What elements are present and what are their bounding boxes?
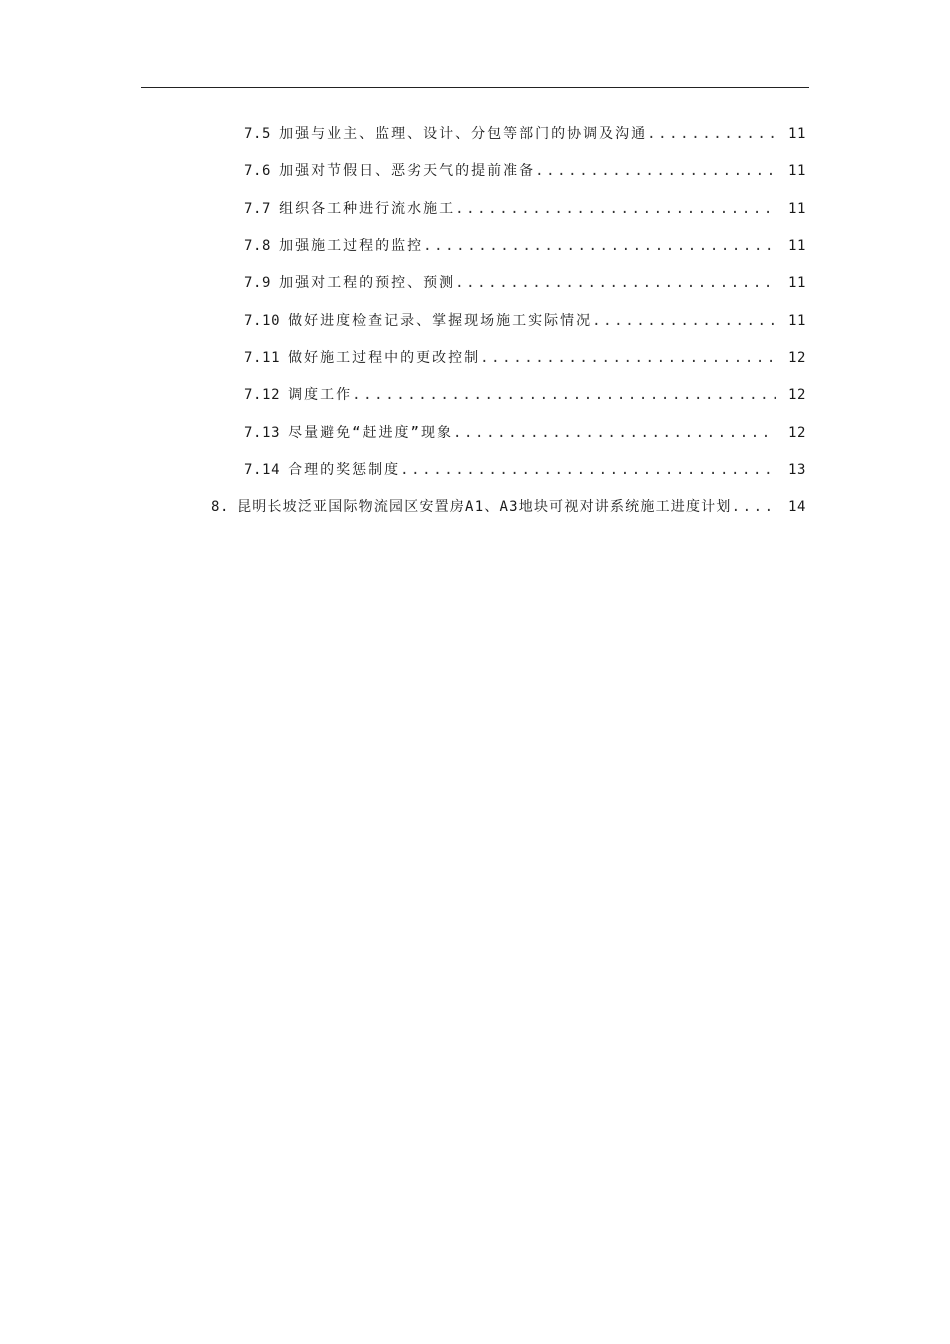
toc-page-number: 12: [787, 387, 806, 403]
toc-page-number: 12: [787, 425, 806, 441]
toc-entry-7-5[interactable]: [244, 123, 806, 145]
toc-number: 7.12: [244, 387, 281, 403]
toc-dot-leader: [592, 310, 776, 332]
toc-entry-7-7[interactable]: [244, 198, 806, 220]
toc-dot-leader: [480, 347, 776, 369]
toc-number: 7.6: [244, 163, 272, 179]
toc-page-number: 11: [787, 126, 806, 142]
toc-page-number: 11: [787, 201, 806, 217]
toc-title: 合理的奖惩制度: [288, 462, 401, 478]
toc-number: 7.7: [244, 201, 272, 217]
toc-title: 调度工作: [288, 387, 353, 403]
toc-page-number: 11: [787, 275, 806, 291]
toc-dot-leader: [732, 496, 778, 518]
toc-page-number: 11: [787, 163, 806, 179]
toc-title: 加强施工过程的监控: [279, 238, 424, 254]
toc-entry-7-11[interactable]: [244, 347, 806, 369]
toc-entry-7-8[interactable]: [244, 235, 806, 257]
toc-title: 加强与业主、监理、设计、分包等部门的协调及沟通: [279, 126, 648, 142]
toc-entry-7-12[interactable]: [244, 384, 806, 406]
toc-number: 7.9: [244, 275, 272, 291]
toc-title: 组织各工种进行流水施工: [279, 201, 456, 217]
toc-title: 做好施工过程中的更改控制: [288, 350, 481, 366]
toc-page-number: 11: [787, 238, 806, 254]
toc-number: 7.10: [244, 313, 281, 329]
toc-page-number: 13: [787, 462, 806, 478]
toc-entry-7-9[interactable]: [244, 272, 806, 294]
toc-entry-7-6[interactable]: [244, 160, 806, 182]
toc-dot-leader: [455, 198, 776, 220]
toc-dot-leader: [400, 459, 776, 481]
toc-dot-leader: [455, 272, 776, 294]
toc-page-number: 12: [787, 350, 806, 366]
toc-number: 7.11: [244, 350, 281, 366]
toc-number: 7.13: [244, 425, 281, 441]
toc-entry-7-10[interactable]: [244, 310, 806, 332]
toc-title: 昆明长坡泛亚国际物流园区安置房A1、A3地块可视对讲系统施工进度计划: [237, 499, 732, 515]
toc-title: 加强对节假日、恶劣天气的提前准备: [279, 163, 536, 179]
toc-number: 7.8: [244, 238, 272, 254]
toc-title: 尽量避免“赶进度”现象: [288, 425, 453, 441]
toc-title: 做好进度检查记录、掌握现场施工实际情况: [288, 313, 593, 329]
toc-page-number: 14: [787, 499, 806, 515]
toc-entry-8[interactable]: [211, 496, 806, 518]
toc-page-number: 11: [787, 313, 806, 329]
toc-entry-7-13[interactable]: [244, 422, 806, 444]
toc-dot-leader: [453, 422, 776, 444]
toc-number: 7.5: [244, 126, 272, 142]
toc-dot-leader: [647, 123, 776, 145]
toc-number: 8.: [211, 499, 230, 515]
header-rule: [141, 87, 809, 88]
toc-dot-leader: [352, 384, 776, 406]
toc-dot-leader: [423, 235, 776, 257]
toc-dot-leader: [535, 160, 776, 182]
toc-number: 7.14: [244, 462, 281, 478]
toc-entry-7-14[interactable]: [244, 459, 806, 481]
toc-title: 加强对工程的预控、预测: [279, 275, 456, 291]
